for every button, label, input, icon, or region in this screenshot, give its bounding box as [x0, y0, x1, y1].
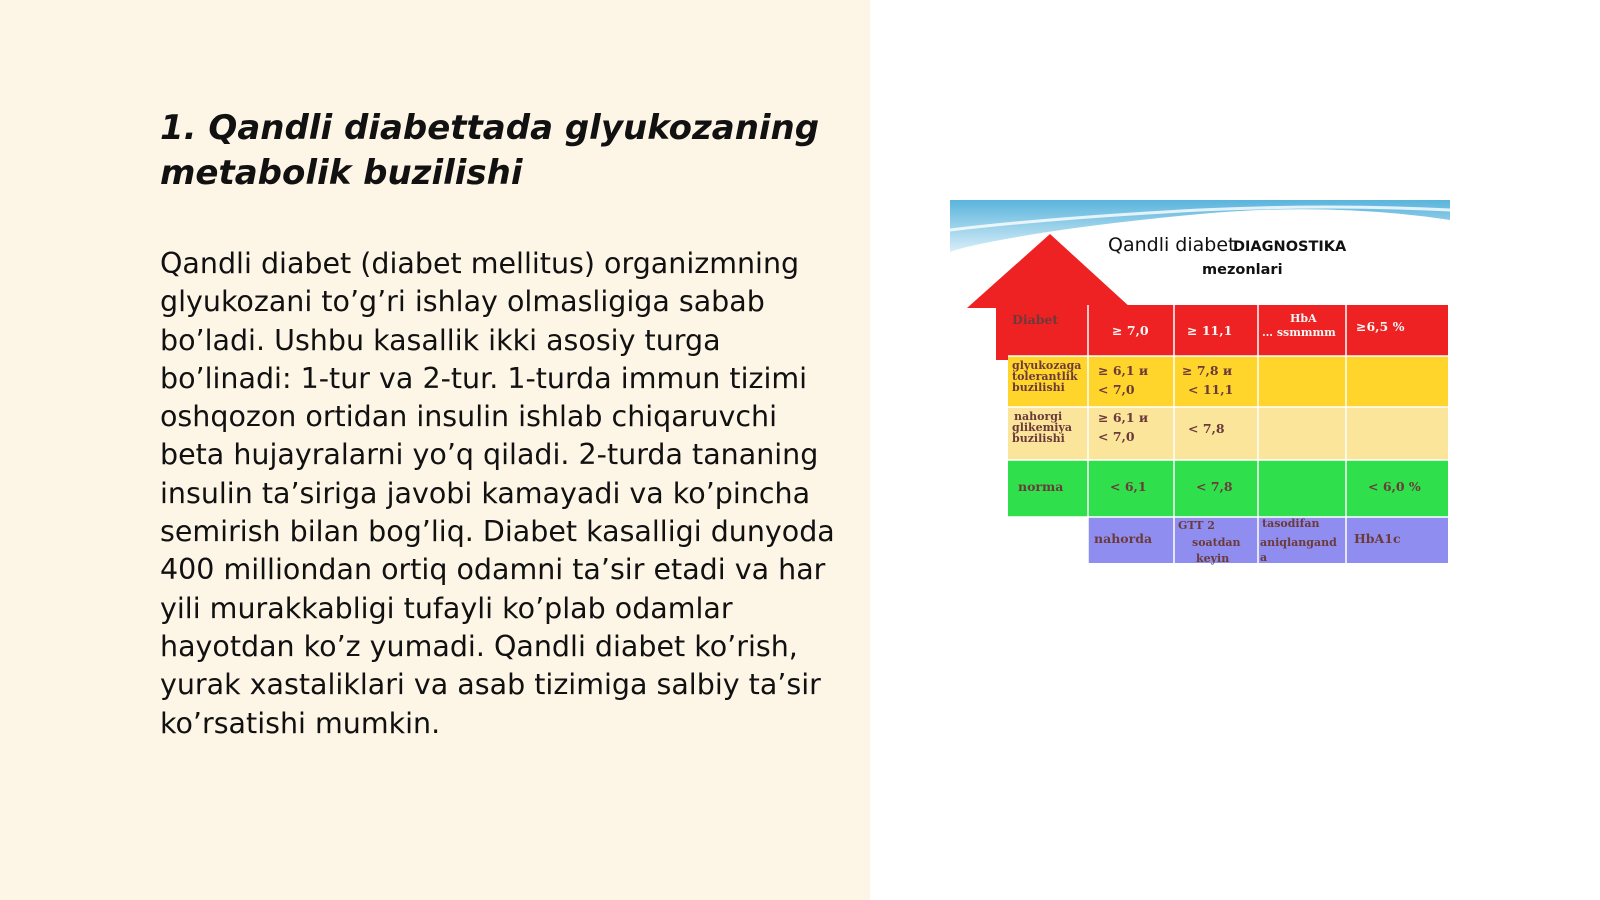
cell-footer-c2c: keyin — [1196, 552, 1230, 565]
cell-diabet-c4: ≥6,5 % — [1356, 319, 1405, 334]
figure-title-bold: DIAGNOSTIKA — [1233, 239, 1347, 255]
cell-norma-c4: < 6,0 % — [1368, 479, 1421, 494]
cell-nahorgi-c1a: ≥ 6,1 и — [1098, 410, 1149, 425]
cell-tolerant-c1a: ≥ 6,1 и — [1098, 363, 1149, 378]
cell-footer-c3a: tasodifan — [1262, 517, 1320, 530]
cell-footer-c2a: GTT 2 — [1178, 519, 1215, 532]
figure-subtitle: mezonlari — [1202, 262, 1283, 278]
cell-nahorgi-label-3: buzilishi — [1012, 432, 1065, 445]
cell-nahorgi-label-1: nahorgi — [1014, 410, 1063, 423]
figure-title-plain: Qandli diabet — [1108, 234, 1236, 256]
cell-nahorgi-c2: < 7,8 — [1188, 421, 1225, 436]
cell-diabet-c3b: … ssmmmm — [1262, 326, 1336, 339]
diagnostic-criteria-figure — [950, 200, 1450, 568]
cell-footer-c3c: a — [1260, 551, 1268, 564]
cell-diabet-label: Diabet — [1012, 312, 1059, 327]
cell-tolerant-c2b: < 11,1 — [1188, 382, 1234, 397]
cell-diabet-c1: ≥ 7,0 — [1112, 323, 1149, 338]
cell-diabet-c3a: HbA — [1290, 312, 1317, 325]
slide-body-text: Qandli diabet (diabet mellitus) organizmning glyukozani to’g’ri ishlay olmasligiga sabab bo’ladi. Ushbu kasallik ikki asosiy turga bo’linadi: 1-tur va 2-tur. 1-turda immun tizimi oshqozon ortidan insulin ishlab chiqaruvchi beta hujayralarni yo’q qiladi. 2-turda tananing insulin ta’siriga javobi kamayadi va ko’pincha semirish bilan bog’liq. Diabet kasalligi dunyoda 400 milliondan ortiq odamni ta’sir etadi va har yili murakkabligi tufayli ko’plab odamlar hayotdan ko’z yumadi. Qandli diabet ko’rish, yurak xastaliklari va asab tizimiga salbiy ta’sir ko’rsatishi mumkin. — [160, 247, 835, 740]
cell-tolerant-c1b: < 7,0 — [1098, 382, 1135, 397]
diagnostic-criteria-diagram — [950, 200, 1450, 568]
cell-nahorgi-c1b: < 7,0 — [1098, 429, 1135, 444]
cell-footer-c1: nahorda — [1094, 531, 1153, 546]
cell-tolerant-label-3: buzilishi — [1012, 381, 1065, 394]
cell-diabet-c2: ≥ 11,1 — [1187, 323, 1233, 338]
cell-tolerant-label-1: glyukozaga — [1012, 359, 1082, 372]
cell-footer-c4: HbA1c — [1354, 531, 1401, 546]
row-nahorgi-band — [1008, 407, 1448, 460]
cell-tolerant-c2a: ≥ 7,8 и — [1182, 363, 1233, 378]
cell-nahorgi-label-2: glikemiya — [1012, 421, 1073, 434]
cell-footer-c3b: aniqlangand — [1260, 536, 1337, 549]
cell-footer-c2b: soatdan — [1192, 536, 1241, 549]
cell-norma-c1: < 6,1 — [1110, 479, 1147, 494]
cell-tolerant-label-2: tolerantlik — [1012, 370, 1078, 383]
cell-norma-label: norma — [1018, 479, 1064, 494]
slide-title: 1. Qandli diabettada glyukozaning metabolik buzilishi — [160, 108, 820, 193]
cell-norma-c2: < 7,8 — [1196, 479, 1233, 494]
